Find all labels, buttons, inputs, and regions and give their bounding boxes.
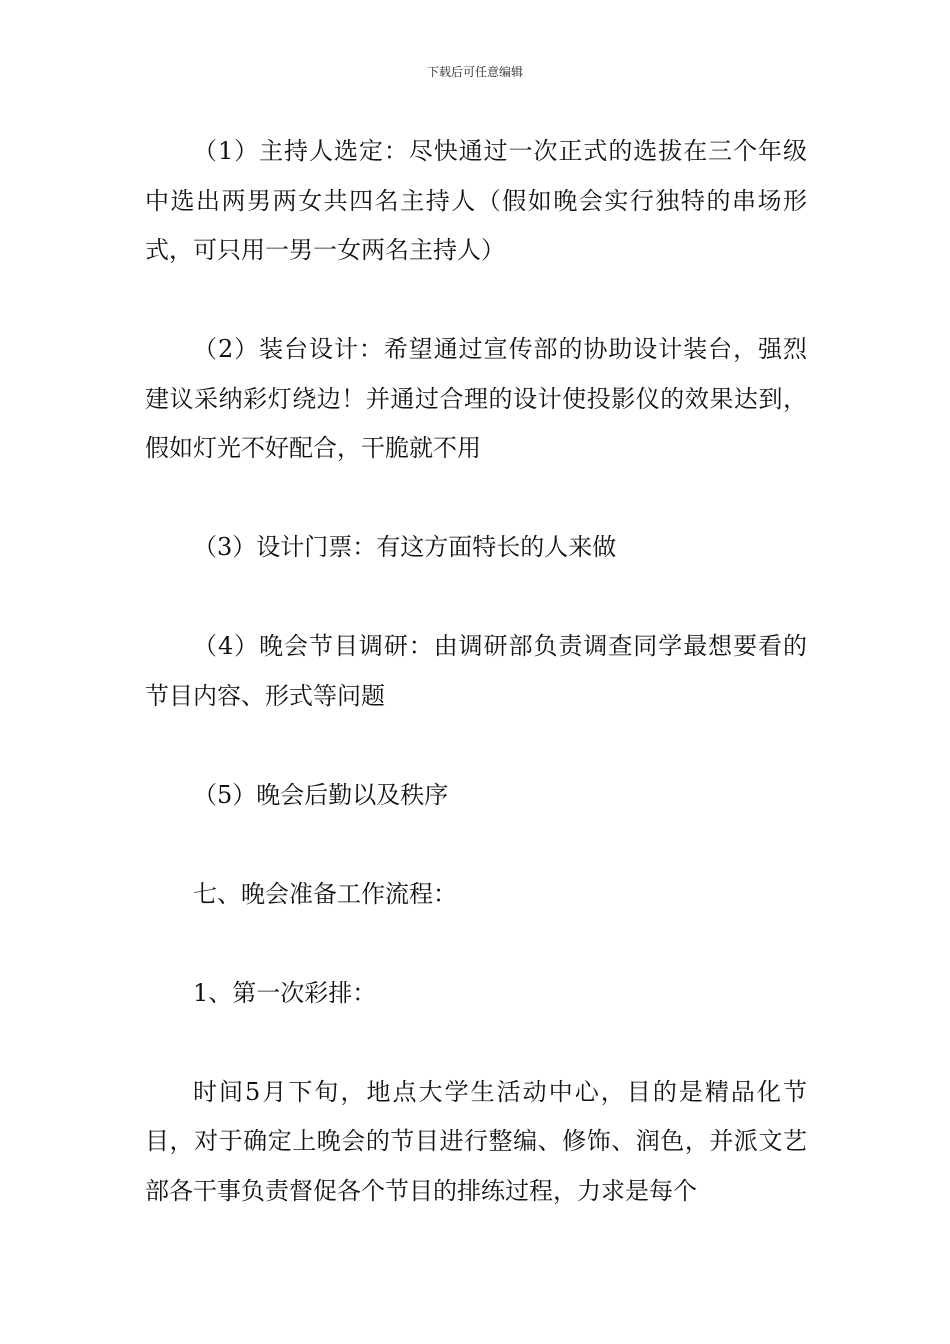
paragraph-ticket-design: （3）设计门票：有这方面特长的人来做 [193, 533, 617, 561]
paragraph-host-selection: （1）主持人选定：尽快通过一次正式的选拔在三个年级中选出两男两女共四名主持人（假如晚会实行独特的串场形式，可只用一男一女两名主持人） [145, 137, 807, 264]
section-heading-workflow: 七、晚会准备工作流程： [193, 879, 457, 908]
page-header-note: 下载后可任意编辑 [426, 65, 523, 79]
paragraph-program-survey: （4）晚会节目调研：由调研部负责调查同学最想要看的节目内容、形式等问题 [145, 632, 807, 710]
paragraph-logistics: （5）晚会后勤以及秩序 [193, 780, 449, 809]
paragraph-rehearsal-details: 时间5月下旬，地点大学生活动中心，目的是精品化节目，对于确定上晚会的节目进行整编、修饰、润色，并派文艺部各干事负责督促各个节目的排练过程，力求是每个 [145, 1077, 807, 1205]
paragraph-stage-design: （2）装台设计：希望通过宣传部的协助设计装台，强烈建议采纳彩灯绕边！并通过合理的设计使投影仪的效果达到，假如灯光不好配合，干脆就不用 [145, 335, 807, 462]
subheading-first-rehearsal: 1、第一次彩排： [193, 978, 377, 1007]
document-body [145, 127, 807, 1216]
